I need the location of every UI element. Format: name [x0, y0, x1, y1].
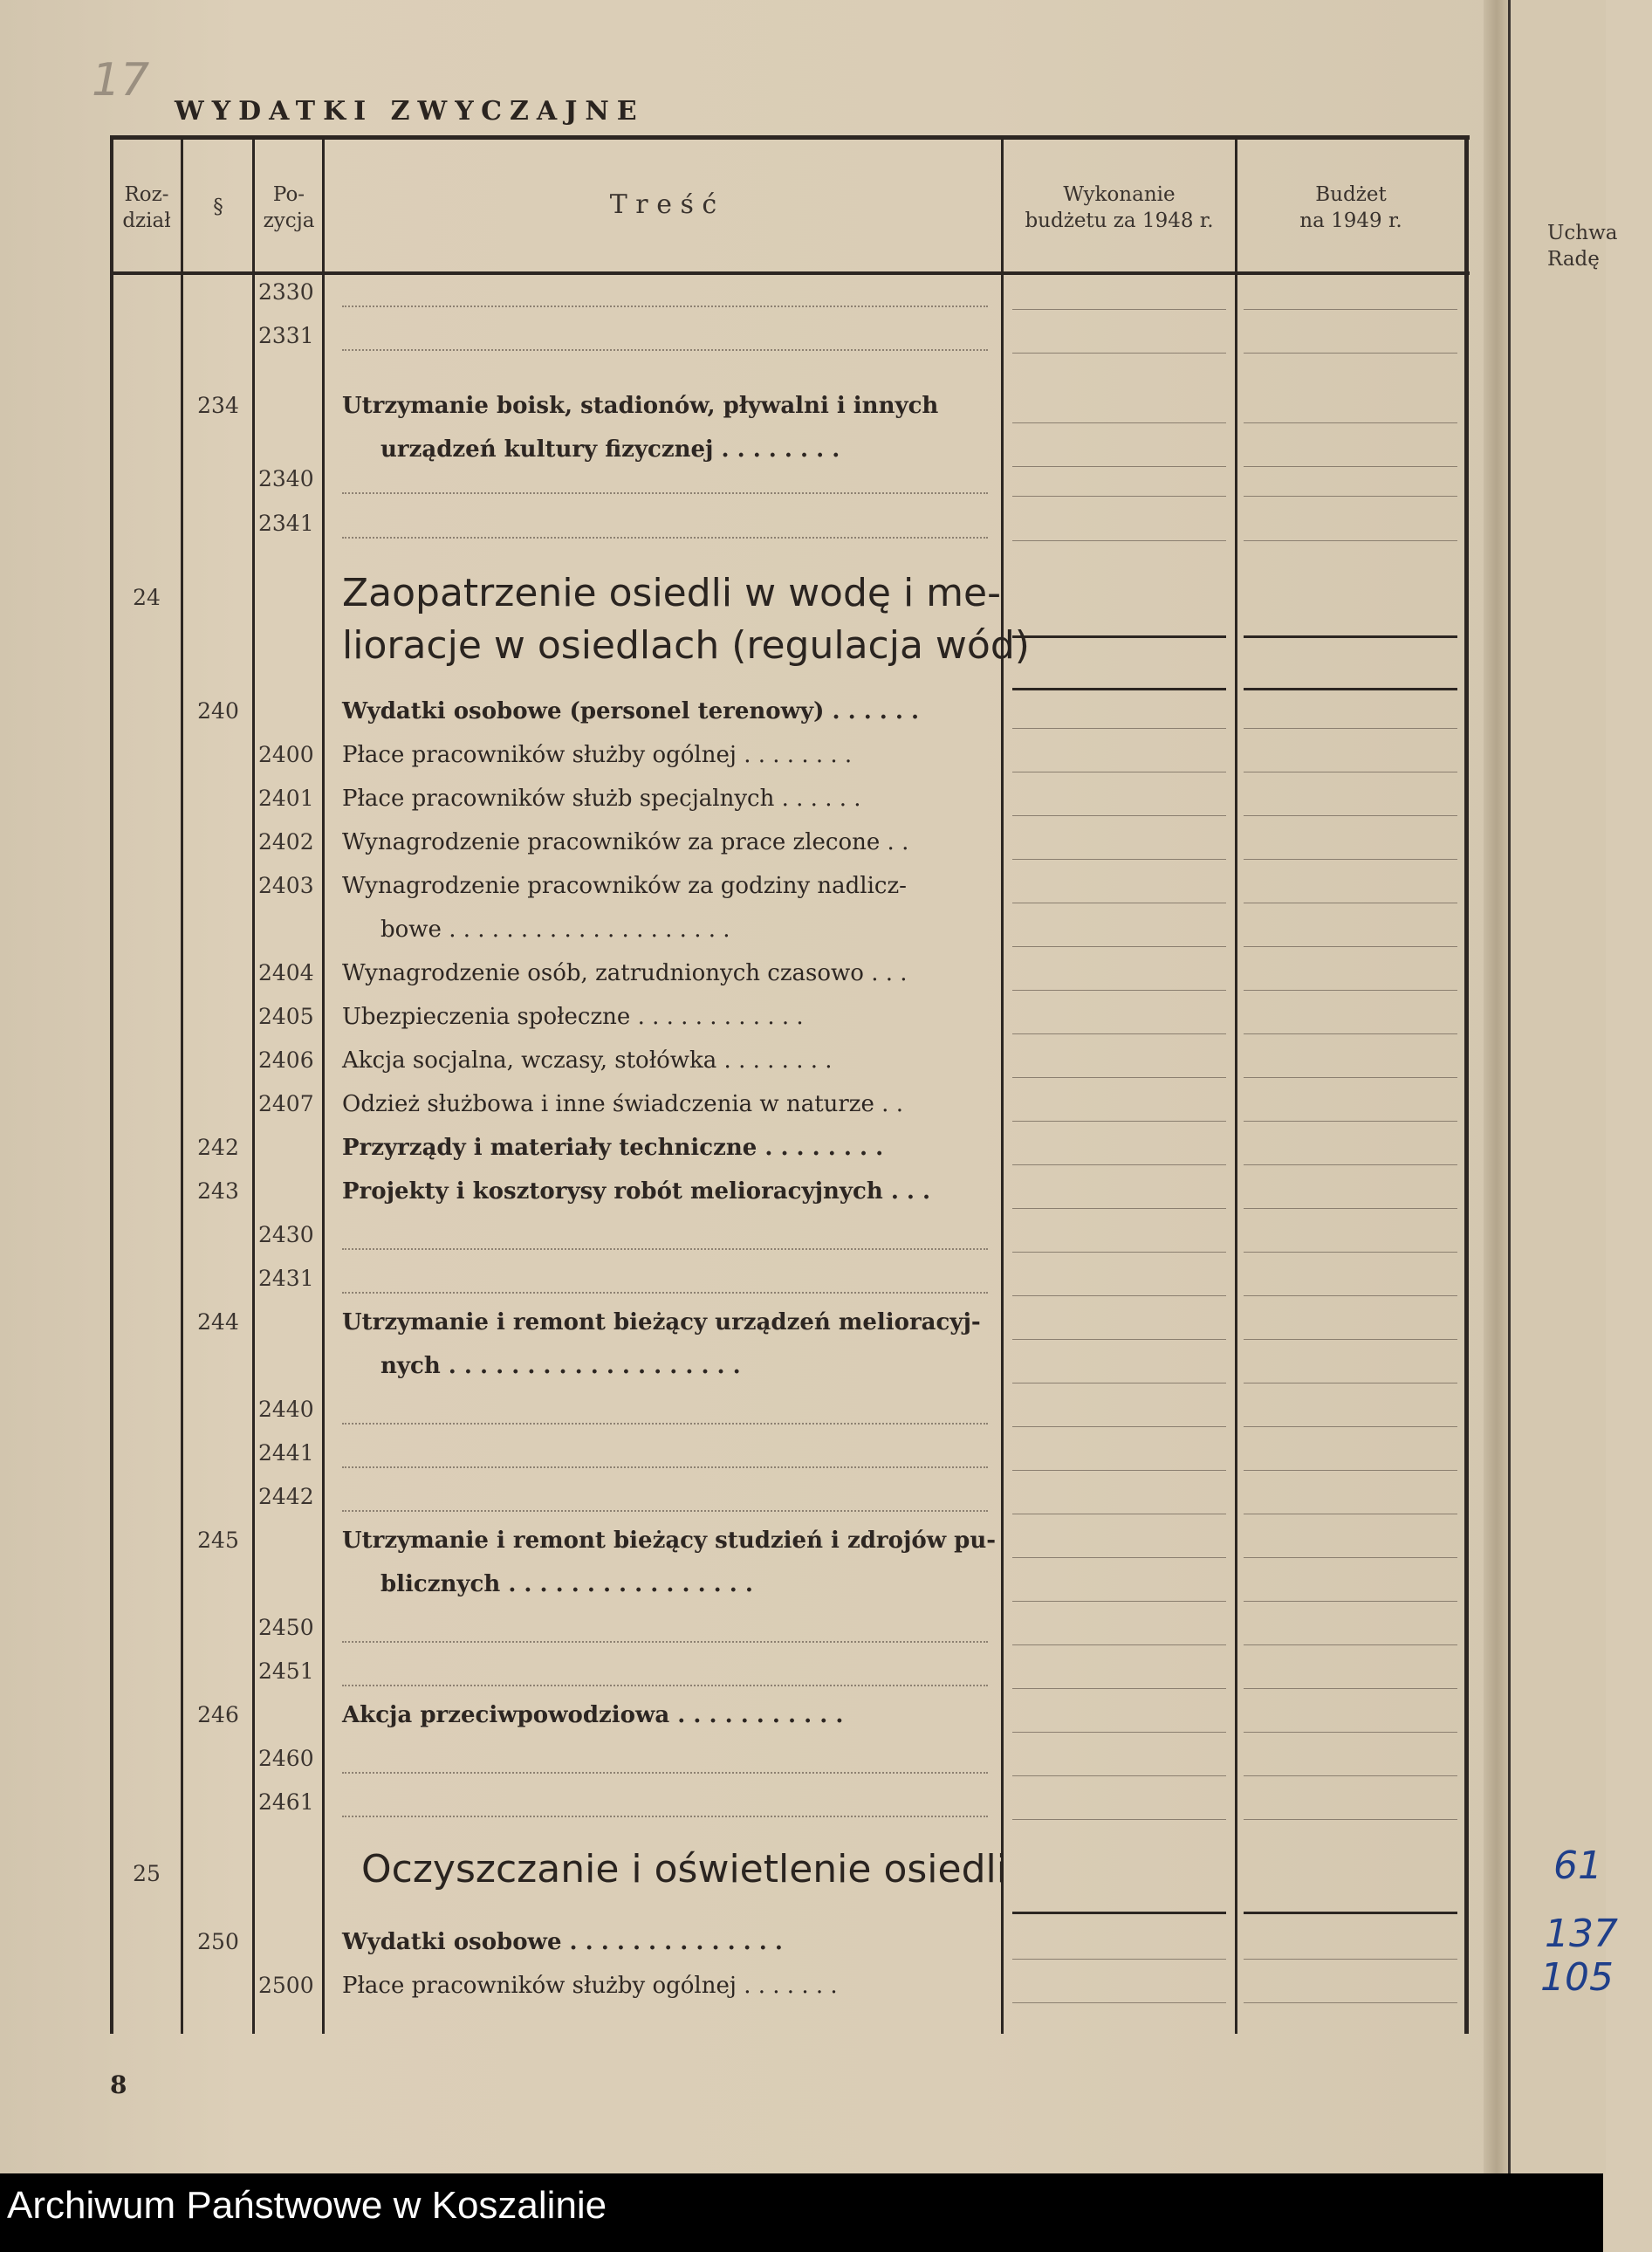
row-description: Przyrządy i materiały techniczne . . . . . . . . [342, 1135, 884, 1161]
blank-entry-line [342, 1510, 988, 1512]
handwritten-page-mark: 17 [92, 54, 150, 106]
col-divider-6 [1235, 135, 1237, 2034]
amount-entry-line [1012, 728, 1226, 729]
column-header-paragraf: § [213, 196, 223, 218]
blank-entry-line [342, 306, 988, 307]
amount-entry-line [1244, 1077, 1457, 1078]
amount-entry-line [1012, 859, 1226, 860]
position-number: 2460 [258, 1746, 314, 1771]
row-description: Projekty i kosztorysy robót melioracyjnych . . . [342, 1178, 931, 1205]
position-number: 2330 [258, 279, 314, 305]
paragraph-number: 245 [197, 1528, 239, 1553]
col-divider-4 [322, 135, 325, 2034]
position-number: 2341 [258, 511, 314, 536]
amount-entry-line [1012, 1688, 1226, 1689]
amount-entry-line [1012, 1295, 1226, 1296]
amount-entry-line [1244, 1601, 1457, 1602]
row-description: Utrzymanie i remont bieżący studzień i zdrojów pu- [342, 1528, 997, 1554]
amount-entry-line [1244, 728, 1457, 729]
row-description: Ubezpieczenia społeczne . . . . . . . . . . . . [342, 1004, 804, 1030]
amount-entry-line [1244, 1912, 1457, 1914]
amount-entry-line [1012, 422, 1226, 423]
position-number: 2451 [258, 1658, 314, 1684]
amount-entry-line [1012, 1819, 1226, 1820]
col-divider-1 [110, 135, 113, 2034]
amount-entry-line [1244, 1775, 1457, 1776]
page-heading: WYDATKI ZWYCZAJNE [175, 96, 645, 127]
row-description: Zaopatrzenie osiedli w wodę i me- [342, 571, 1001, 615]
amount-entry-line [1012, 1164, 1226, 1165]
blank-entry-line [342, 1816, 988, 1817]
row-description: Wynagrodzenie pracowników za godziny nadlicz- [342, 873, 907, 899]
paragraph-number: 244 [197, 1309, 239, 1335]
amount-entry-line [1012, 1775, 1226, 1776]
amount-entry-line [1012, 990, 1226, 991]
amount-entry-line [1012, 1426, 1226, 1427]
column-header-wykonanie: Wykonanie budżetu za 1948 r. [1025, 183, 1214, 232]
paragraph-number: 242 [197, 1135, 239, 1160]
col-divider-5 [1001, 135, 1004, 2034]
amount-entry-line [1012, 1208, 1226, 1209]
amount-entry-line [1012, 1470, 1226, 1471]
amount-entry-line [1012, 815, 1226, 816]
blank-entry-line [342, 349, 988, 351]
row-description: Utrzymanie i remont bieżący urządzeń melioracyj- [342, 1309, 981, 1335]
blank-entry-line [342, 1248, 988, 1250]
amount-entry-line [1012, 946, 1226, 947]
handwritten-amount: 61 [1553, 1843, 1602, 1888]
page-fold [1484, 0, 1510, 2173]
amount-entry-line [1244, 1644, 1457, 1645]
position-number: 2441 [258, 1440, 314, 1466]
row-description: Akcja przeciwpowodziowa . . . . . . . . . . . [342, 1702, 844, 1728]
row-description: bowe . . . . . . . . . . . . . . . . . . . . [380, 917, 730, 943]
paragraph-number: 250 [197, 1929, 239, 1954]
amount-entry-line [1244, 353, 1457, 354]
position-number: 2400 [258, 742, 314, 767]
blank-entry-line [342, 1641, 988, 1643]
amount-entry-line [1244, 1557, 1457, 1558]
paragraph-number: 234 [197, 393, 239, 418]
amount-entry-line [1244, 1688, 1457, 1689]
amount-entry-line [1244, 466, 1457, 467]
blank-entry-line [342, 537, 988, 539]
amount-entry-line [1012, 688, 1226, 690]
amount-entry-line [1244, 422, 1457, 423]
column-header-rozdzial: Roz- dział [122, 183, 171, 232]
page-number: 8 [110, 2070, 127, 2099]
amount-entry-line [1244, 1208, 1457, 1209]
amount-entry-line [1012, 1912, 1226, 1914]
amount-entry-line [1244, 1819, 1457, 1820]
position-number: 2431 [258, 1266, 314, 1291]
column-header-pozycja: Po- zycja [263, 183, 315, 232]
amount-entry-line [1012, 1252, 1226, 1253]
amount-entry-line [1012, 540, 1226, 541]
amount-entry-line [1244, 1033, 1457, 1034]
column-header-uchwalone: Uchwa Radę [1547, 222, 1618, 271]
position-number: 2402 [258, 829, 314, 855]
amount-entry-line [1244, 1470, 1457, 1471]
row-description: Płace pracowników służby ogólnej . . . . . . . [342, 1973, 838, 1999]
row-description: lioracje w osiedlach (regulacja wód) [342, 623, 1030, 668]
blank-entry-line [342, 1466, 988, 1468]
position-number: 2403 [258, 873, 314, 898]
paragraph-number: 243 [197, 1178, 239, 1204]
position-number: 2405 [258, 1004, 314, 1029]
amount-entry-line [1012, 1601, 1226, 1602]
row-description: blicznych . . . . . . . . . . . . . . . . [380, 1571, 753, 1597]
rozdzial-number: 25 [133, 1861, 161, 1886]
blank-entry-line [342, 492, 988, 494]
handwritten-amount: 137 [1545, 1912, 1618, 1956]
amount-entry-line [1012, 466, 1226, 467]
amount-entry-line [1244, 309, 1457, 310]
position-number: 2340 [258, 466, 314, 491]
amount-entry-line [1244, 1164, 1457, 1165]
amount-entry-line [1012, 1557, 1226, 1558]
handwritten-amount: 105 [1540, 1955, 1614, 2000]
amount-entry-line [1244, 1426, 1457, 1427]
amount-entry-line [1244, 496, 1457, 497]
amount-entry-line [1012, 1121, 1226, 1122]
row-description: Płace pracowników służby ogólnej . . . . . . . . [342, 742, 853, 768]
col-divider-2 [181, 135, 183, 2034]
amount-entry-line [1244, 1959, 1457, 1960]
position-number: 2500 [258, 1973, 314, 1998]
amount-entry-line [1012, 496, 1226, 497]
column-header-budzet: Budżet na 1949 r. [1299, 183, 1402, 232]
amount-entry-line [1244, 990, 1457, 991]
position-number: 2401 [258, 786, 314, 811]
amount-entry-line [1012, 2002, 1226, 2003]
blank-entry-line [342, 1292, 988, 1294]
amount-entry-line [1012, 1033, 1226, 1034]
blank-entry-line [342, 1685, 988, 1686]
row-description: nych . . . . . . . . . . . . . . . . . . . [380, 1353, 741, 1379]
row-description: Odzież służbowa i inne świadczenia w naturze . . [342, 1091, 903, 1117]
amount-entry-line [1244, 1339, 1457, 1340]
row-description: Wydatki osobowe (personel terenowy) . . . . . . [342, 698, 920, 724]
col-divider-3 [252, 135, 255, 2034]
amount-entry-line [1244, 815, 1457, 816]
row-description: Wydatki osobowe . . . . . . . . . . . . . . [342, 1929, 783, 1955]
paragraph-number: 246 [197, 1702, 239, 1727]
row-description: Płace pracowników służb specjalnych . . . . . . [342, 786, 861, 812]
amount-entry-line [1012, 1732, 1226, 1733]
archive-name: Archiwum Państwowe w Koszalinie [7, 2184, 607, 2227]
amount-entry-line [1244, 1252, 1457, 1253]
amount-entry-line [1244, 635, 1457, 638]
blank-entry-line [342, 1423, 988, 1425]
amount-entry-line [1012, 1644, 1226, 1645]
amount-entry-line [1012, 353, 1226, 354]
blank-entry-line [342, 1772, 988, 1774]
amount-entry-line [1244, 1732, 1457, 1733]
col-divider-7 [1464, 135, 1469, 2034]
row-description: Utrzymanie boisk, stadionów, pływalni i innych [342, 393, 939, 419]
amount-entry-line [1012, 635, 1226, 638]
row-description: Wynagrodzenie pracowników za prace zlecone . . [342, 829, 909, 855]
position-number: 2407 [258, 1091, 314, 1116]
amount-entry-line [1012, 1959, 1226, 1960]
position-number: 2461 [258, 1789, 314, 1815]
column-header-tresc: T r e ś ć [609, 189, 717, 220]
rozdzial-number: 24 [133, 585, 161, 610]
amount-entry-line [1244, 859, 1457, 860]
position-number: 2404 [258, 960, 314, 985]
amount-entry-line [1244, 540, 1457, 541]
row-description: urządzeń kultury fizycznej . . . . . . . . [380, 436, 840, 463]
position-number: 2450 [258, 1615, 314, 1640]
amount-entry-line [1012, 1077, 1226, 1078]
position-number: 2406 [258, 1047, 314, 1073]
amount-entry-line [1244, 688, 1457, 690]
row-description: Wynagrodzenie osób, zatrudnionych czasowo . . . [342, 960, 908, 986]
position-number: 2430 [258, 1222, 314, 1247]
amount-entry-line [1244, 946, 1457, 947]
amount-entry-line [1244, 2002, 1457, 2003]
header-bottom-border [110, 271, 1470, 275]
amount-entry-line [1012, 309, 1226, 310]
row-description: Oczyszczanie i oświetlenie osiedli [361, 1847, 1007, 1892]
position-number: 2442 [258, 1484, 314, 1509]
position-number: 2331 [258, 323, 314, 348]
amount-entry-line [1244, 1295, 1457, 1296]
paragraph-number: 240 [197, 698, 239, 724]
row-description: Akcja socjalna, wczasy, stołówka . . . . . . . . [342, 1047, 833, 1074]
position-number: 2440 [258, 1397, 314, 1422]
amount-entry-line [1244, 1121, 1457, 1122]
amount-entry-line [1012, 1339, 1226, 1340]
table-top-border [110, 135, 1470, 140]
